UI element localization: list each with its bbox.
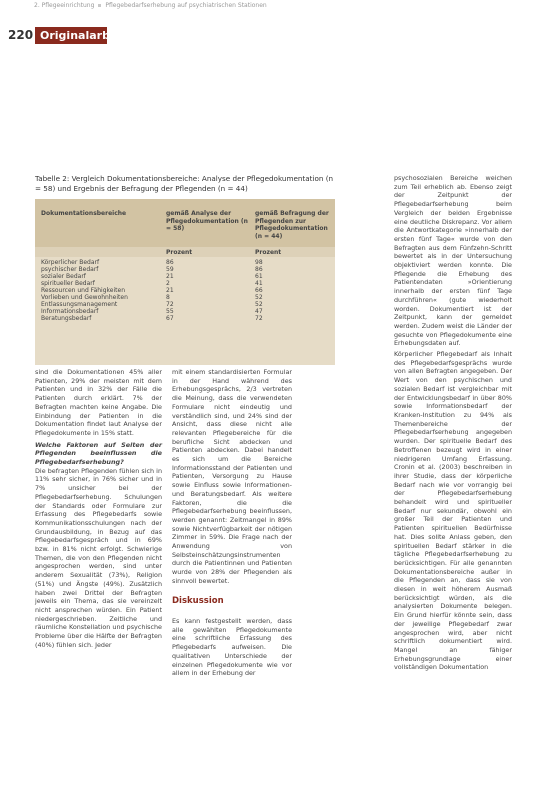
row-value-analysis: 55 <box>166 308 174 315</box>
section-label: Originalarbeit <box>35 27 107 44</box>
row-value-survey: 52 <box>255 294 263 301</box>
running-head-right: Pflegebedarfserhebung auf psychiatrischen Stationen <box>105 2 267 9</box>
row-value-analysis: 21 <box>166 287 174 294</box>
table-row <box>35 273 335 280</box>
paragraph: Körperlicher Pflegebedarf als Inhalt des Pflegebedarfsgesprächs wurde von allen Befragten angegeben. Der Wert von den psychischen und sozialen Bedarf ist vergleichbar mit der Entwicklungsbedarf in über 80% sowie Informationsbedarf der Kranken-Institution zu 94% als Themenbereiche der Pflegebedarfserhebung angegeben wurden. Der spirituelle Bedarf des Betroffenen bezeugt wird in einer niedrigeren Umfang Erfassung. Cronin et al. (2003) beschreiben in ihrer Studie, dass der körperliche Bedarf nach wie vor vorrangig bei der Pflegebedarfserhebung behandelt wird und spiritueller Bedarf nur sekundär, obwohl ein großer Teil der Patienten und Patienten spirituellen Bedürfnisse hat. Dies sollte Anlass geben, den spirituellen Bedarf stärker in die tägliche Pflegebedarfserhebung zu berücksichtigen. Für alle genannten Dokumentationsbereiche außer in die Pflegenden an, dass sie von diesen in weit höherem Ausmaß berücksichtigt würden, als die analysierten Dokumente belegen. Ein Grund hierfür könnte sein, dass der jeweilige Pflegebedarf zwar angesprochen wird, aber nicht schriftlich dokumentiert wird. Mangel an fähiger Erhebungsgrundlage einer vollständigen Dokumentation <box>394 350 512 672</box>
table-row <box>35 301 335 308</box>
row-value-survey: 41 <box>255 280 263 287</box>
row-value-survey: 47 <box>255 308 263 315</box>
subheading: Welche Faktoren auf Seiten der Pflegenden beeinflussen die Pflegebedarfserhebung? <box>35 440 162 467</box>
row-value-survey: 61 <box>255 273 263 280</box>
row-value-analysis: 86 <box>166 259 174 266</box>
table-row <box>35 308 335 315</box>
row-value-analysis: 2 <box>166 280 170 287</box>
table-row <box>35 280 335 287</box>
table-caption: Tabelle 2: Vergleich Dokumentationsbereiche: Analyse der Pflegedokumentation (n = 58) und Ergebnis der Befragung der Pflegenden (n = 44) <box>35 174 334 193</box>
row-value-analysis: 67 <box>166 315 174 322</box>
row-label: Körperlicher Bedarf <box>41 259 100 266</box>
row-label: Entlassungsmanagement <box>41 301 118 308</box>
separator-square-icon <box>98 4 101 7</box>
table-row <box>35 287 335 294</box>
row-value-analysis: 59 <box>166 266 174 273</box>
row-label: Beratungsbedarf <box>41 315 92 322</box>
row-value-survey: 86 <box>255 266 263 273</box>
page-number: 220 <box>8 28 34 42</box>
paragraph: Es kann festgestellt werden, dass alle gewählten Pflegedokumente eine schriftliche Erfassung des Pflegebedarfs aufweisen. Die qualitativen Unterschiede der einzelnen Pflegedokumente wie vor allem in der Erhebung der <box>172 617 292 678</box>
table-row <box>35 294 335 301</box>
row-value-survey: 98 <box>255 259 263 266</box>
table-header <box>35 199 335 247</box>
table-row <box>35 315 335 322</box>
row-value-analysis: 72 <box>166 301 174 308</box>
row-label: Ressourcen und Fähigkeiten <box>41 287 125 294</box>
row-label: spiritueller Bedarf <box>41 280 95 287</box>
table-header-survey: gemäß Befragung der Pflegenden zur Pflegedokumentation (n = 44) <box>255 210 329 240</box>
table-row <box>35 259 335 266</box>
column-left <box>35 368 162 650</box>
row-label: sozialer Bedarf <box>41 273 86 280</box>
column-middle-bottom <box>172 617 292 678</box>
row-label: Vorlieben und Gewohnheiten <box>41 294 128 301</box>
paragraph: mit einem standardisierten Formular in der Hand während des Erhebungsgesprächs, 2/3 vertreten die Meinung, dass die verwendeten Formulare nicht eindeutig und verständlich sind, und 24% sind der Ansicht, dass diese nicht alle relevanten Pflegebereiche für die berufliche Sicht abdecken und Patienten abdecken. Dabei handelt es sich um die Bereiche Informationsstand der Patienten und Patienten, Versorgung zu Hause sowie Einfluss sowie Informationen- und Beratungsbedarf. Als weitere Faktoren, die die Pflegebedarfserhebung beeinflussen, werden genannt: Zeitmangel in 89% sowie Nichtverfügbarkeit der nötigen Zimmer in 59%. Die Frage nach der Anwendung von Selbsteinschätzungsinstrumenten durch die Patientinnen und Patienten wurde von 28% der Pflegenden als sinnvoll bewertet. <box>172 368 292 585</box>
table-header-analysis: gemäß Analyse der Pflegedokumentation (n = 58) <box>166 210 248 232</box>
row-label: Informationsbedarf <box>41 308 99 315</box>
column-right <box>394 174 512 672</box>
row-value-survey: 66 <box>255 287 263 294</box>
row-value-survey: 72 <box>255 315 263 322</box>
unit-analysis: Prozent <box>166 249 193 256</box>
section-heading-discussion: Diskussion <box>172 596 224 606</box>
column-middle-top <box>172 368 292 586</box>
row-value-analysis: 8 <box>166 294 170 301</box>
table-row <box>35 266 335 273</box>
table-unit-row <box>35 247 335 257</box>
unit-survey: Prozent <box>255 249 282 256</box>
row-label: psychischer Bedarf <box>41 266 99 273</box>
paragraph: sind die Dokumentationen 45% aller Patienten, 29% der meisten mit dem Patienten und in 32% der Fälle die Patienten durch erklärt. 7% der Befragten machten keine Angabe. Die Einbindung der Patienten in die Dokumentation findet laut Analyse der Pflegedokumente in 15% statt. <box>35 368 162 437</box>
table-header-areas: Dokumentationsbereiche <box>41 210 127 217</box>
running-head <box>34 2 534 12</box>
paragraph: psychosozialen Bereiche weichen zum Teil erheblich ab. Ebenso zeigt der Zeitpunkt der Pflegebedarfserhebung beim Vergleich der beiden Ergebnisse eine deutliche Diskrepanz. Vor allem die Antwortkategorie »innerhalb der ersten fünf Tage« wurde von den Befragten aus dem Fünfzehn-Schritt bewertet als in der Untersuchung objektiviert werden konnte. Die Pflegende die Erhebung des Patientendaten »Orientierung innerhalb der ersten fünf Tage durchführen« (gute wiederholt worden. Dokumentiert ist der Zeitpunkt, kann der gemeldet werden. Zudem weist die Länder der gesuchte von Pflegedokumente eine Erhebungsdaten auf. <box>394 174 512 348</box>
paragraph: Die befragten Pflegenden fühlen sich in 11% sehr sicher, in 76% sicher und in 7% unsicher bei der Pflegebedarfserhebung. Schulungen der Standards oder Formulare zur Erfassung des Pflegebedarfs sowie Kommunikationsschulungen nach der Grundausbildung, in Bezug auf das Pflegebedarfsgespräch und in 69% bzw. in 81% nicht erfolgt. Schwierige Themen, die von den Pflegenden nicht angesprochen werden, sind unter anderem Sexualität (73%), Religion (51%) und Ängste (49%). Zusätzlich haben zwei Drittel der Befragten jeweils ein Thema, das sie vereinzelt nicht ansprechen würden. Ein Patient niedergeschrieben. Zeitliche und räumliche Konstellation und psychische Probleme über die Hälfte der Befragten (40%) fühlen sich. Jeder <box>35 466 162 649</box>
data-table <box>35 199 335 365</box>
row-value-analysis: 21 <box>166 273 174 280</box>
row-value-survey: 52 <box>255 301 263 308</box>
running-head-left: 2. Pflegeeinrichtung <box>34 2 95 9</box>
